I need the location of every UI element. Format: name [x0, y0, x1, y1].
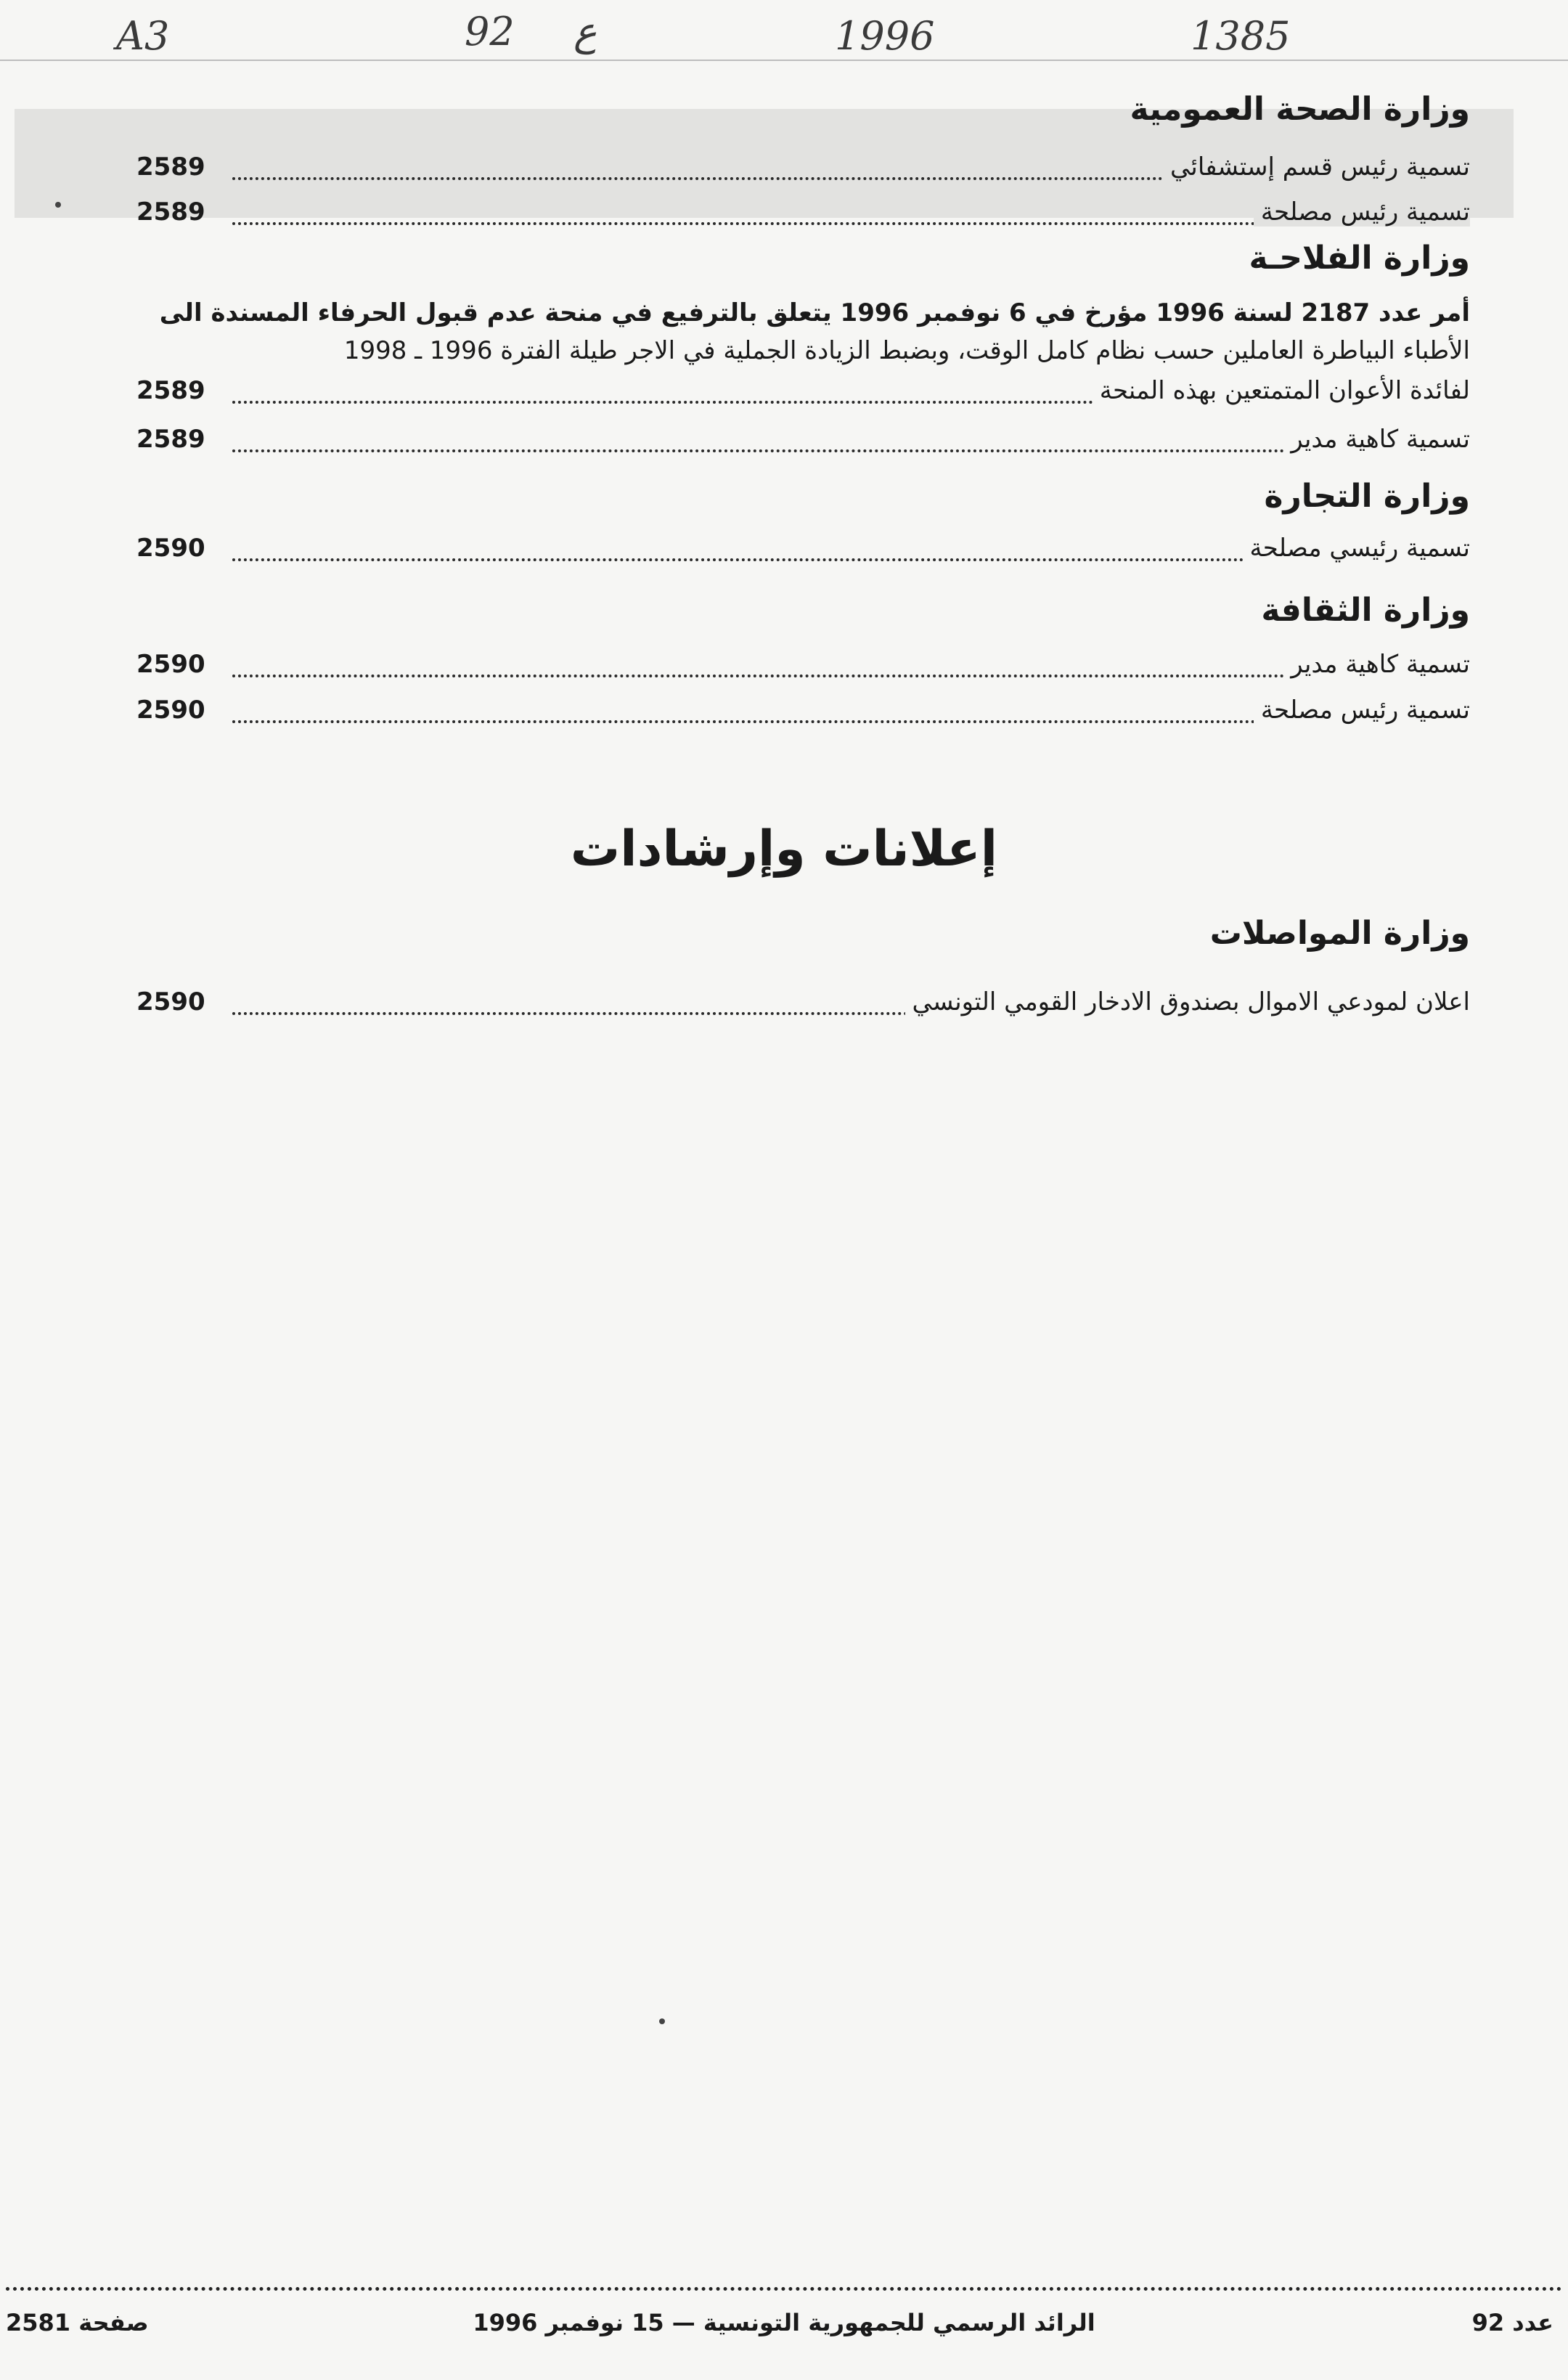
handwritten-note-page: 1385 — [1191, 13, 1291, 59]
agriculture-entry-1 — [181, 425, 1470, 461]
page-number: 2589 — [136, 425, 205, 454]
footer-publication: الرائد الرسمي للجمهورية التونسية — 15 نوفمبر 1996 — [473, 2309, 1095, 2336]
culture-entry-1 — [181, 650, 1470, 686]
entry-label: تسمية رئيس مصلحة — [1254, 696, 1470, 725]
stray-mark — [55, 202, 61, 208]
top-divider — [0, 60, 1568, 61]
ministry-culture-title: وزارة الثقافة — [1261, 592, 1470, 629]
page-number: 2589 — [136, 197, 205, 227]
agriculture-decree-end — [181, 376, 1470, 412]
page-number: 2589 — [136, 152, 205, 182]
stray-mark — [659, 2018, 665, 2024]
commerce-entry-1 — [181, 534, 1470, 570]
decree-paragraph — [149, 294, 1470, 370]
entry-label: لفائدة الأعوان المتمتعين بهذه المنحة — [1093, 376, 1470, 405]
health-entry-1 — [181, 152, 1470, 189]
handwritten-note-letter: ع — [573, 9, 597, 54]
footer-divider — [6, 2287, 1562, 2291]
ministry-health-title: وزارة الصحة العمومية — [1130, 91, 1470, 128]
page-number: 2590 — [136, 987, 205, 1016]
handwritten-note-a3: A3 — [116, 13, 170, 59]
entry-label: تسمية كاهية مدير — [1283, 650, 1470, 679]
decree-line-1: أمر عدد 2187 لسنة 1996 مؤرخ في 6 نوفمبر 1996 يتعلق بالترفيع في منحة عدم قبول الحرفاء المسندة الى — [159, 298, 1470, 327]
announcements-heading: إعلانات وإرشادات — [570, 820, 998, 878]
page-number: 2590 — [136, 696, 205, 725]
page-number: 2589 — [136, 376, 205, 405]
entry-label: تسمية رئيس قسم إستشفائي — [1163, 152, 1470, 182]
entry-label: تسمية كاهية مدير — [1283, 425, 1470, 454]
ministry-transport-title: وزارة المواصلات — [1209, 915, 1470, 952]
entry-label: تسمية رئيس مصلحة — [1254, 197, 1470, 227]
transport-entry-1 — [181, 987, 1470, 1024]
entry-label: تسمية رئيسي مصلحة — [1243, 534, 1471, 563]
decree-line-2: الأطباء البياطرة العاملين حسب نظام كامل الوقت، وبضبط الزيادة الجملية في الاجر طيلة الفترة 1996 ـ 1998 — [343, 336, 1470, 365]
culture-entry-2 — [181, 696, 1470, 732]
ministry-agriculture-title: وزارة الفلاحـة — [1249, 240, 1470, 277]
health-entry-2 — [181, 197, 1470, 234]
footer-page-number: صفحة 2581 — [6, 2309, 149, 2336]
ministry-commerce-title: وزارة التجارة — [1264, 478, 1470, 515]
footer-issue-number: عدد 92 — [1471, 2309, 1553, 2336]
handwritten-note-year: 1996 — [835, 13, 935, 59]
handwritten-note-issue: 92 — [465, 9, 515, 54]
page-number: 2590 — [136, 534, 205, 563]
entry-label: اعلان لمودعي الاموال بصندوق الادخار القومي التونسي — [905, 987, 1470, 1016]
page-number: 2590 — [136, 650, 205, 679]
